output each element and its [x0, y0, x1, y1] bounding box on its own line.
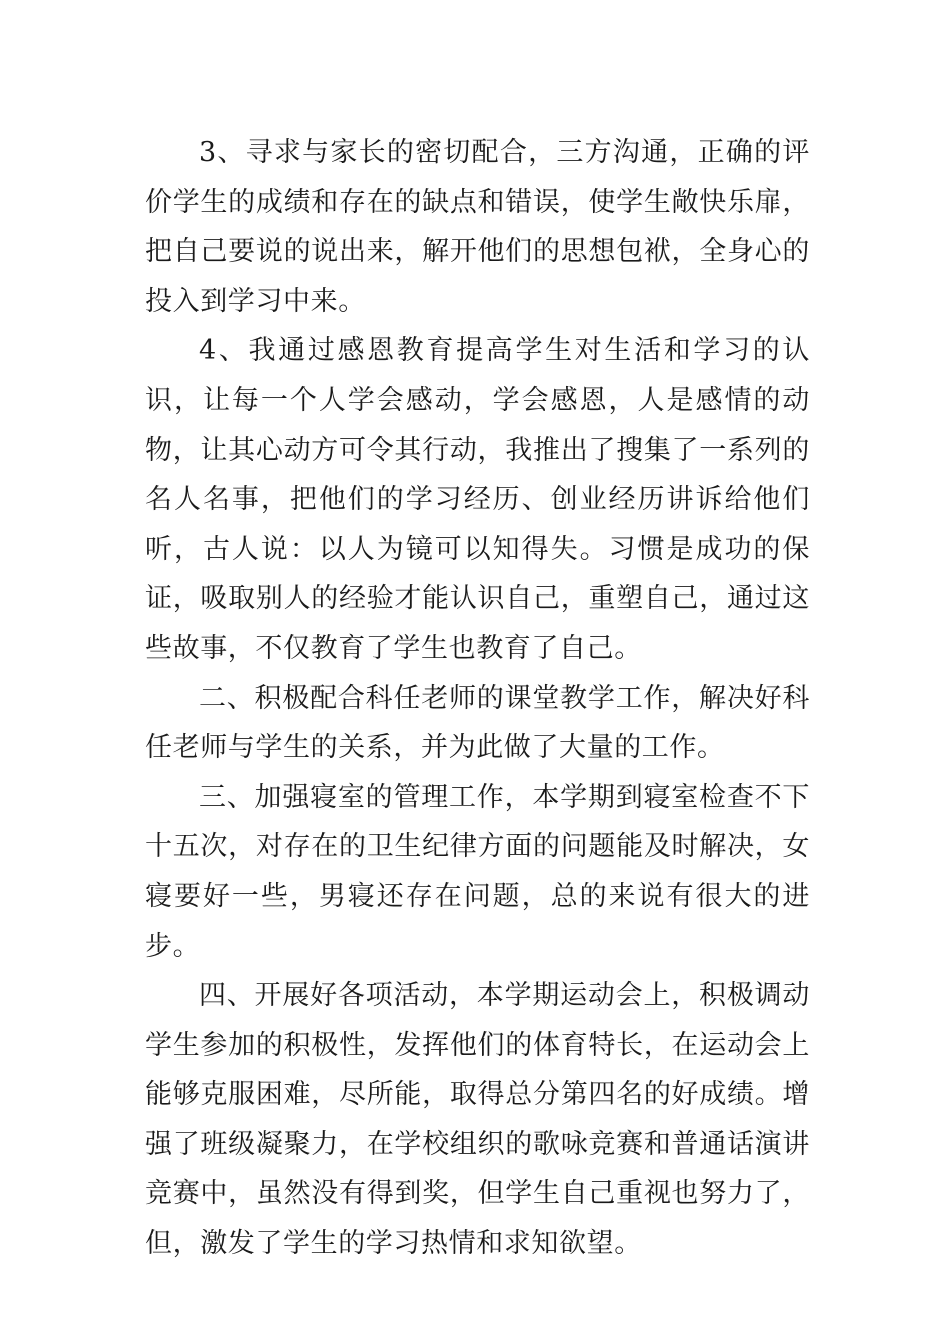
- paragraph-teacher-cooperation: 二、积极配合科任老师的课堂教学工作，解决好科任老师与学生的关系，并为此做了大量的工作。: [145, 682, 810, 764]
- document-body: [145, 128, 810, 1269]
- paragraph-dormitory-management: 三、加强寝室的管理工作，本学期到寝室检查不下十五次，对存在的卫生纪律方面的问题能及时解决，女寝要好一些，男寝还存在问题，总的来说有很大的进步。: [145, 781, 810, 962]
- paragraph-family-cooperation: 3、寻求与家长的密切配合，三方沟通，正确的评价学生的成绩和存在的缺点和错误，使学生敞快乐扉，把自己要说的说出来，解开他们的思想包袱，全身心的投入到学习中来。: [145, 137, 810, 317]
- paragraph-gratitude-education: 4、我通过感恩教育提高学生对生活和学习的认识，让每一个人学会感动，学会感恩，人是感情的动物，让其心动方可令其行动，我推出了搜集了一系列的名人名事，把他们的学习经历、创业经历讲诉给他们听，古人说：以人为镜可以知得失。习惯是成功的保证，吸取别人的经验才能认识自己，重塑自己，通过这些故事，不仅教育了学生也教育了自己。: [145, 335, 810, 664]
- paragraph-activities: 四、开展好各项活动，本学期运动会上，积极调动学生参加的积极性，发挥他们的体育特长，在运动会上能够克服困难，尽所能，取得总分第四名的好成绩。增强了班级凝聚力，在学校组织的歌咏竞赛和普通话演讲竞赛中，虽然没有得到奖，但学生自己重视也努力了，但，激发了学生的学习热情和求知欲望。: [145, 980, 810, 1260]
